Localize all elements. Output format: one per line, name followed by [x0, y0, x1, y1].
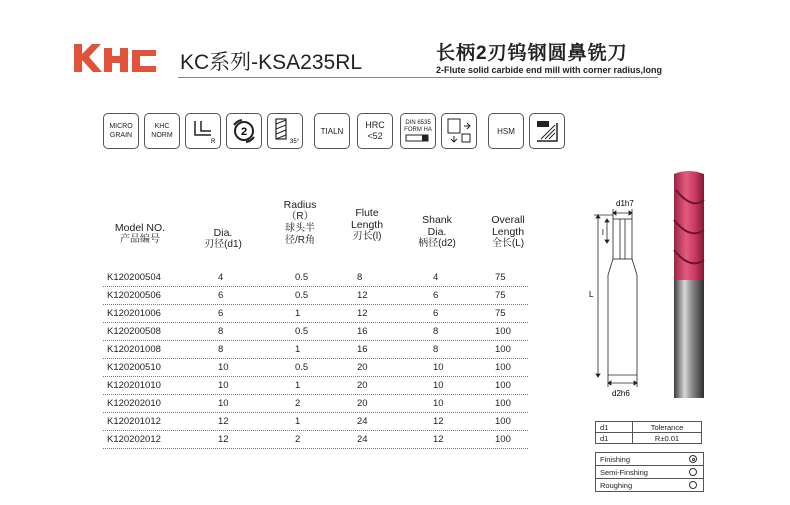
table-row: K120200504 4 0.5 8 4 75: [103, 268, 528, 287]
micro-grain-badge: MICRO GRAIN: [103, 113, 139, 149]
din-form-badge: DIN 6535 FORM HA: [400, 113, 436, 149]
svg-text:35°: 35°: [290, 139, 300, 145]
machining-direction-icon: [441, 113, 477, 149]
table-row: K120201008 8 1 16 8 100: [103, 340, 528, 359]
table-row: K120201010 10 1 20 10 100: [103, 376, 528, 395]
svg-text:R: R: [211, 139, 216, 145]
side-milling-icon: [529, 113, 565, 149]
hrc-badge: HRC <52: [357, 113, 393, 149]
hsm-badge: HSM: [488, 113, 524, 149]
col-header-shank-dia: Shank Dia. 柄径(d2): [418, 214, 456, 249]
col-header-overall-length: Overall Length 全长(L): [491, 214, 525, 249]
svg-text:2: 2: [240, 126, 248, 138]
flute-length-label: l: [602, 228, 604, 237]
table-row: K120202012 12 2 24 12 100: [103, 430, 528, 449]
table-row: K120200508 8 0.5 16 8 100: [103, 322, 528, 341]
d1-label: d1h7: [616, 199, 634, 208]
machining-type-table: [595, 452, 704, 492]
semi-finishing-row: Semi-Finshing: [596, 466, 703, 479]
product-title-en: 2-Flute solid carbide end mill with corner radius,long: [436, 65, 663, 75]
d2-label: d2h6: [612, 389, 630, 398]
finishing-row: Finishing: [596, 453, 703, 466]
tool-dimension-drawing: [580, 195, 662, 405]
tolerance-table: d1 Tolerance d1 R±0.01: [595, 421, 702, 444]
table-row: K120202010 10 2 20 10 100: [103, 394, 528, 413]
header-divider: [178, 77, 658, 78]
table-row: K120200506 6 0.5 12 6 75: [103, 286, 528, 305]
col-header-radius: Radius （R） 球头半 径/R角: [283, 199, 317, 246]
coating-badge: TIALN: [314, 113, 350, 149]
roughing-row: Roughing: [596, 479, 703, 491]
finishing-selected-icon: [689, 455, 697, 463]
roughing-circle-icon: [689, 481, 697, 489]
end-mill-image: [668, 170, 712, 400]
khc-norm-badge: KHC NORM: [144, 113, 180, 149]
col-header-dia: Dia. 刃径(d1): [204, 227, 242, 250]
khc-logo: [70, 38, 162, 78]
table-row: K120201012 12 1 24 12 100: [103, 412, 528, 431]
two-flute-icon: [226, 113, 262, 149]
table-row: K120200510 10 0.5 20 10 100: [103, 358, 528, 377]
helix-angle-icon: [267, 113, 303, 149]
series-title: KC系列-KSA235RL: [180, 51, 363, 74]
col-header-flute-length: Flute Length 刃长(l): [350, 207, 384, 242]
table-row: K120201006 6 1 12 6 75: [103, 304, 528, 323]
product-title-cn: 长柄2刃钨钢圆鼻铣刀: [436, 43, 628, 64]
semi-finishing-circle-icon: [689, 468, 697, 476]
corner-radius-icon: [185, 113, 221, 149]
col-header-model: Model NO. 产品编号: [114, 222, 166, 245]
overall-length-label: L: [589, 290, 594, 299]
